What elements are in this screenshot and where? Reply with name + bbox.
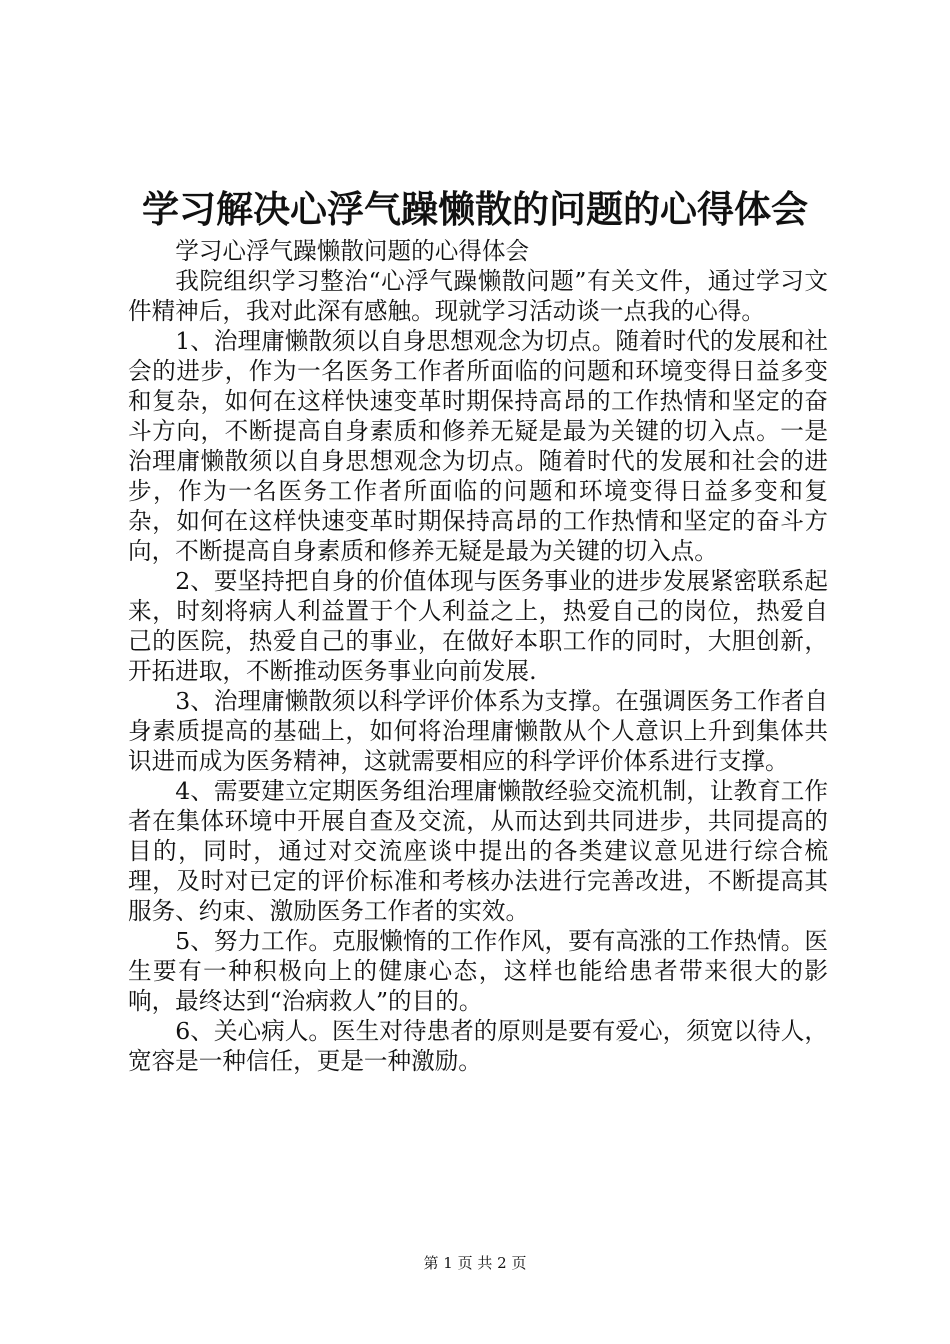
paragraph-intro: 我院组织学习整治“心浮气躁懒散问题”有关文件，通过学习文件精神后，我对此深有感触。现就学习活动谈一点我的心得。 <box>128 267 828 325</box>
page-number-footer: 第 1 页 共 2 页 <box>423 1254 527 1272</box>
paragraph-point-1: 1、治理庸懒散须以自身思想观念为切点。随着时代的发展和社会的进步，作为一名医务工作者所面临的问题和环境变得日益多变和复杂，如何在这样快速变革时期保持高昂的工作热情和坚定的奋斗方向，不断提高自身素质和修养无疑是最为关键的切入点。一是治理庸懒散须以自身思想观念为切点。随着时代的发展和社会的进步，作为一名医务工作者所面临的问题和环境变得日益多变和复杂，如何在这样快速变革时期保持高昂的工作热情和坚定的奋斗方向，不断提高自身素质和修养无疑是最为关键的切入点。 <box>128 327 828 565</box>
paragraph-point-2: 2、要坚持把自身的价值体现与医务事业的进步发展紧密联系起来，时刻将病人利益置于个人利益之上，热爱自己的岗位，热爱自己的医院，热爱自己的事业，在做好本职工作的同时，大胆创新，开拓进取，不断推动医务事业向前发展. <box>128 567 828 685</box>
paragraph-point-6: 6、关心病人。医生对待患者的原则是要有爱心，须宽以待人，宽容是一种信任，更是一种激励。 <box>128 1017 828 1075</box>
document-title: 学习解决心浮气躁懒散的问题的心得体会 <box>142 187 808 231</box>
paragraph-point-5: 5、努力工作。克服懒惰的工作作风，要有高涨的工作热情。医生要有一种积极向上的健康心态，这样也能给患者带来很大的影响，最终达到“治病救人”的目的。 <box>128 927 828 1015</box>
document-body <box>128 236 828 1076</box>
document-subtitle: 学习心浮气躁懒散问题的心得体会 <box>175 237 530 265</box>
paragraph-point-3: 3、治理庸懒散须以科学评价体系为支撑。在强调医务工作者自身素质提高的基础上，如何将治理庸懒散从个人意识上升到集体共识进而成为医务精神，这就需要相应的科学评价体系进行支撑。 <box>128 687 828 775</box>
paragraph-point-4: 4、需要建立定期医务组治理庸懒散经验交流机制，让教育工作者在集体环境中开展自查及交流，从而达到共同进步，共同提高的目的，同时，通过对交流座谈中提出的各类建议意见进行综合梳理，及时对已定的评价标准和考核办法进行完善改进，不断提高其服务、约束、激励医务工作者的实效。 <box>128 777 828 925</box>
